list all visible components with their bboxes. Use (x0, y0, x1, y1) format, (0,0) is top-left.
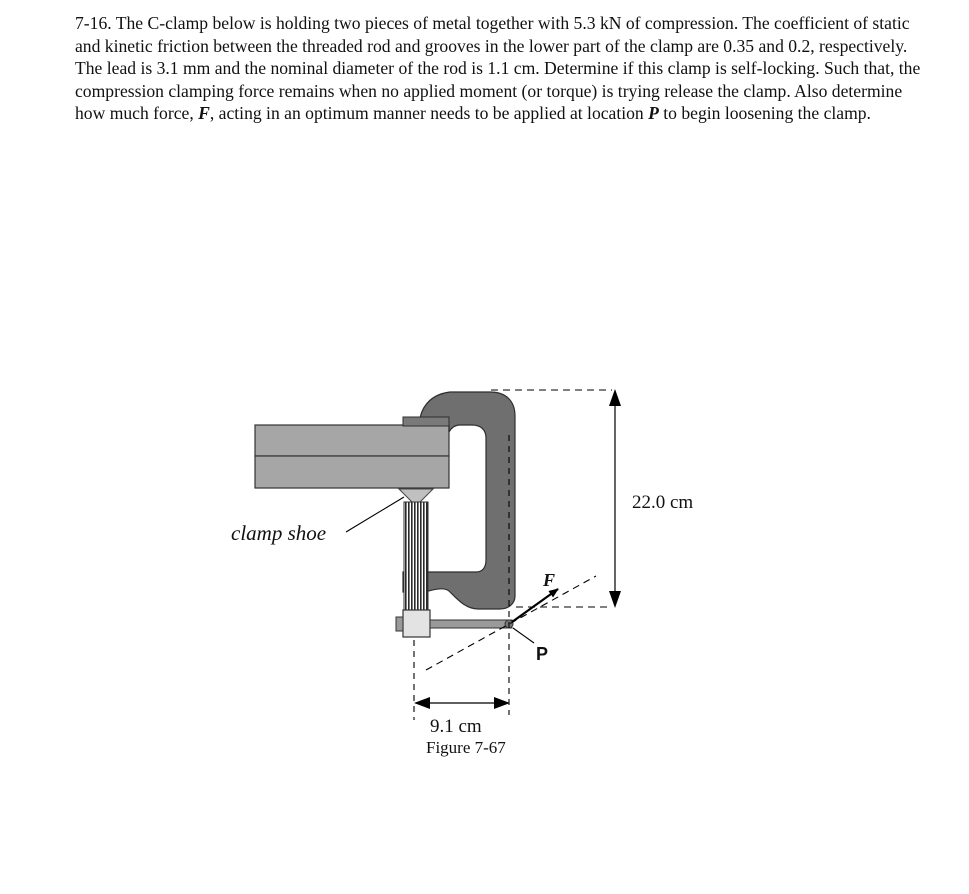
problem-text-2: , acting in an optimum manner needs to be applied at location (209, 103, 649, 124)
problem-text-1: The C-clamp below is holding two pieces of metal together with 5.3 kN of compression. The coefficient of static and kinetic friction between the threaded rod and grooves in the lower part of the clamp are 0.35 and 0.2, respectively. The lead is 3.1 mm and the nominal diameter of the rod is 1.1 cm. Determine if this clamp is self-locking. Such that, the compression clamping force remains when no applied moment (or torque) is trying release the clamp. Also determine how much force, (75, 13, 921, 124)
clamp-jaw-pad (403, 417, 449, 426)
upper-metal-plate (255, 425, 449, 456)
clamp-shoe-label: clamp shoe (231, 521, 327, 545)
width-dim-arrow-left (414, 697, 430, 709)
force-F-label: F (543, 570, 556, 590)
clamp-shoe-leader (346, 497, 404, 532)
height-dim-arrow-bottom (609, 591, 621, 608)
rod-lower-collar (403, 610, 430, 637)
force-variable-F: F (198, 103, 210, 124)
location-P-label: P (536, 644, 549, 664)
location-variable-P: P (648, 103, 659, 124)
rod-end-cap (396, 617, 403, 631)
problem-text-3: to begin loosening the clamp. (658, 103, 871, 124)
figure-caption: Figure 7-67 (426, 738, 506, 757)
threaded-rod (404, 502, 428, 612)
height-dim-arrow-top (609, 389, 621, 406)
width-dim-arrow-right (494, 697, 510, 709)
force-F-arrow (512, 589, 558, 622)
height-dimension-label: 22.0 cm (632, 492, 694, 513)
location-P-leader (513, 628, 534, 643)
clamp-shoe (399, 489, 433, 502)
t-handle (430, 620, 512, 628)
lower-metal-plate (255, 456, 449, 488)
width-dimension-label: 9.1 cm (430, 716, 482, 737)
problem-number: 7-16. (75, 13, 112, 33)
